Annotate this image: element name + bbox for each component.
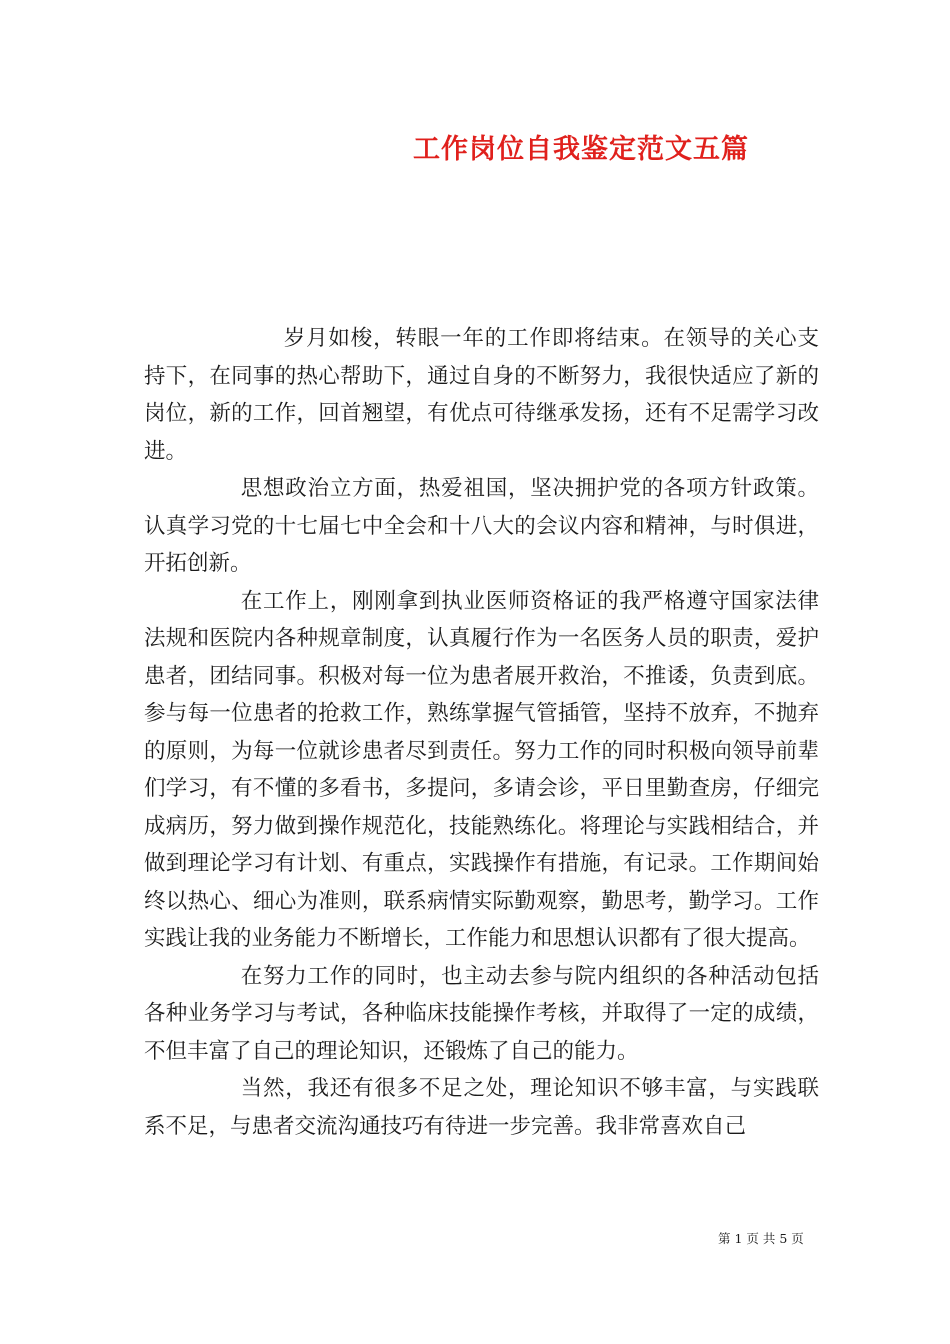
page-number-footer: 第 1 页 共 5 页 xyxy=(718,1231,804,1246)
paragraph-5: 当然，我还有很多不足之处，理论知识不够丰富，与实践联系不足，与患者交流沟通技巧有待进一步完善。我非常喜欢自己 xyxy=(144,1076,819,1139)
document-title: 工作岗位自我鉴定范文五篇 xyxy=(413,134,749,165)
paragraph-3: 在工作上，刚刚拿到执业医师资格证的我严格遵守国家法律法规和医院内各种规章制度，认真履行作为一名医务人员的职责，爱护患者，团结同事。积极对每一位为患者展开救治，不推诿，负责到底。参与每一位患者的抢救工作，熟练掌握气管插管，坚持不放弃，不抛弃的原则，为每一位就诊患者尽到责任。努力工作的同时积极向领导前辈们学习，有不懂的多看书，多提问，多请会诊，平日里勤查房，仔细完成病历，努力做到操作规范化，技能熟练化。将理论与实践相结合，并做到理论学习有计划、有重点，实践操作有措施，有记录。工作期间始终以热心、细心为准则，联系病情实际勤观察，勤思考，勤学习。工作实践让我的业务能力不断增长，工作能力和思想认识都有了很大提高。 xyxy=(144,588,819,951)
paragraph-4: 在努力工作的同时，也主动去参与院内组织的各种活动包括各种业务学习与考试，各种临床技能操作考核，并取得了一定的成绩，不但丰富了自己的理论知识，还锻炼了自己的能力。 xyxy=(144,963,819,1064)
document-body xyxy=(144,320,819,1145)
paragraph-2: 思想政治立方面，热爱祖国，坚决拥护党的各项方针政策。认真学习党的十七届七中全会和十八大的会议内容和精神，与时俱进，开拓创新。 xyxy=(144,476,819,576)
paragraph-1: 岁月如梭，转眼一年的工作即将结束。在领导的关心支持下，在同事的热心帮助下，通过自身的不断努力，我很快适应了新的岗位，新的工作，回首翘望，有优点可待继承发扬，还有不足需学习改进。 xyxy=(144,326,819,464)
